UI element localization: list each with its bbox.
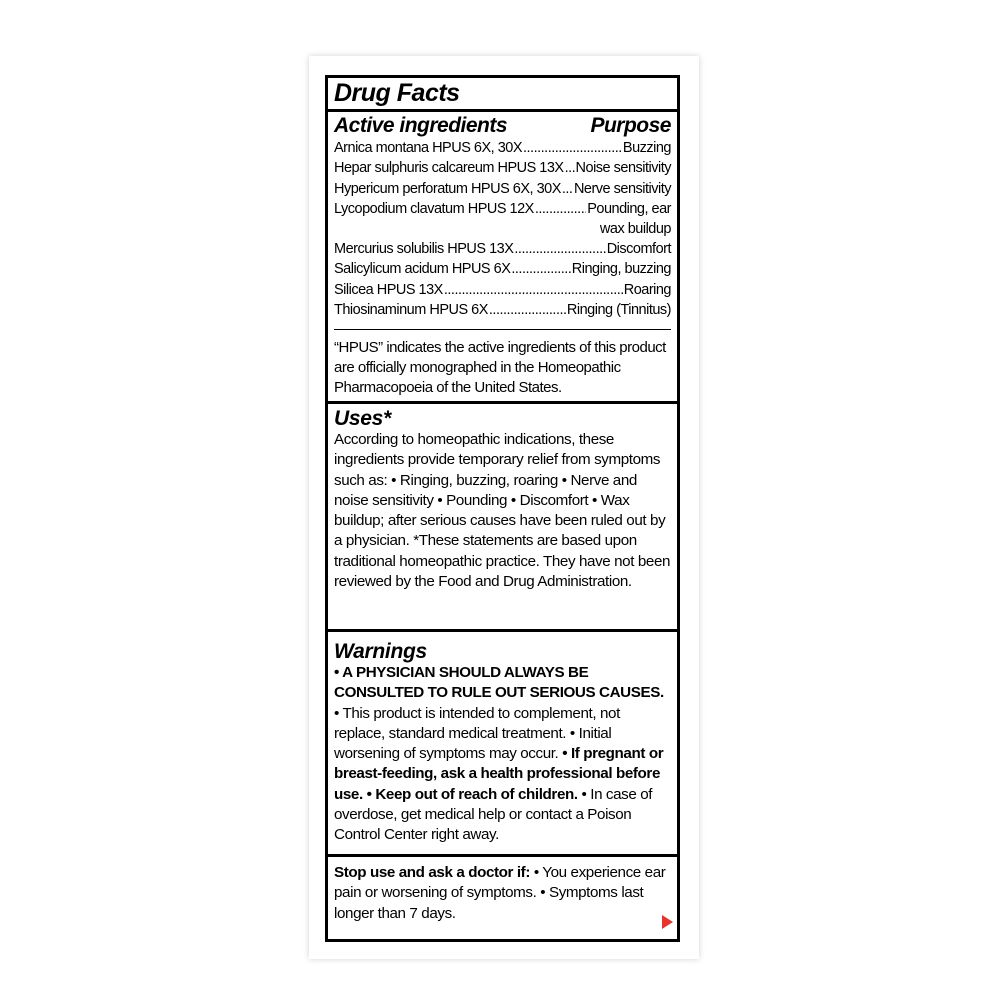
stop-use-text xyxy=(334,863,671,924)
leader-dots xyxy=(523,138,622,158)
purpose-heading: Purpose xyxy=(590,114,671,137)
leader-dots xyxy=(565,158,575,178)
ingredient-purpose: Ringing, buzzing xyxy=(571,261,671,278)
section-divider xyxy=(334,329,671,330)
ingredient-purpose: Roaring xyxy=(623,281,671,298)
stop-use-section xyxy=(328,857,677,937)
drug-facts-frame xyxy=(325,75,680,942)
ingredient-row xyxy=(334,259,671,279)
ingredient-purpose: Nerve sensitivity xyxy=(573,180,671,197)
ingredient-row xyxy=(334,199,671,219)
ingredient-name: Salicylicum acidum HPUS 6X xyxy=(334,261,511,278)
ingredient-name: Silicea HPUS 13X xyxy=(334,281,443,298)
leader-dots xyxy=(514,239,605,259)
ingredient-purpose: Pounding, ear xyxy=(587,200,671,217)
uses-text: According to homeopathic indications, these ingredients provide temporary relief from symptoms such as: • Ringing, buzzing, roaring • Nerve and noise sensitivity • Pounding • Discomfort • Wax buildup; after serious causes have been ruled out by a physician. *These statements are based upon traditional homeopathic practice. They have not been reviewed by the Food and Drug Administration. xyxy=(334,431,671,591)
ingredient-row xyxy=(334,239,671,259)
drug-facts-title: Drug Facts xyxy=(328,78,677,112)
warnings-body-1: • This product is intended to complement, not replace, standard medical treatment. • Initial worsening of symptoms may occur. xyxy=(334,704,620,763)
uses-heading: Uses* xyxy=(334,407,391,430)
leader-dots xyxy=(535,199,586,219)
stop-use-heading: Stop use and ask a doctor if: xyxy=(334,864,530,881)
warnings-heading: Warnings xyxy=(334,640,427,663)
stop-use-body: • You experience ear pain or worsening of symptoms. • Symptoms last longer than 7 days. xyxy=(334,864,666,922)
ingredient-row xyxy=(334,158,671,178)
hpus-note: “HPUS” indicates the active ingredients of this product are officially monographed in the Homeopathic Pharmacopoeia of the United States. xyxy=(334,339,666,397)
continue-arrow-icon xyxy=(662,915,673,929)
active-ingredients-section xyxy=(328,112,677,404)
pregnancy-warning: • If pregnant or breast-feeding, ask a health professional before use. • Keep out of reach of children. xyxy=(334,745,664,803)
ingredient-row xyxy=(334,280,671,300)
ingredient-name: Thiosinaminum HPUS 6X xyxy=(334,302,488,319)
leader-dots xyxy=(511,259,570,279)
ingredient-list xyxy=(334,138,671,320)
leader-dots xyxy=(562,179,573,199)
ingredient-row xyxy=(334,300,671,320)
uses-section xyxy=(328,404,677,632)
warnings-body-2: • In case of overdose, get medical help or contact a Poison Control Center right away. xyxy=(334,785,653,844)
ingredient-name: Mercurius solubilis HPUS 13X xyxy=(334,241,514,258)
ingredient-purpose: Discomfort xyxy=(606,241,671,258)
ingredient-row xyxy=(334,138,671,158)
warnings-text xyxy=(334,663,671,846)
ingredient-purpose: Buzzing xyxy=(622,140,671,156)
leader-dots xyxy=(489,300,566,320)
ingredient-name: Hepar sulphuris calcareum HPUS 13X xyxy=(334,160,564,177)
ingredient-purpose: Noise sensitivity xyxy=(575,160,671,177)
ingredient-purpose: Ringing (Tinnitus) xyxy=(566,302,671,319)
ingredient-purpose-continued: wax buildup xyxy=(599,221,671,238)
drug-facts-label xyxy=(309,56,699,959)
leader-dots xyxy=(444,280,623,300)
ingredient-name: Hypericum perforatum HPUS 6X, 30X xyxy=(334,180,561,197)
physician-warning: • A PHYSICIAN SHOULD ALWAYS BE CONSULTED TO RULE OUT SERIOUS CAUSES. xyxy=(334,664,664,702)
active-ingredients-header xyxy=(334,115,671,137)
active-ingredients-heading: Active ingredients xyxy=(334,114,508,137)
ingredient-row xyxy=(334,179,671,199)
ingredient-name: Lycopodium clavatum HPUS 12X xyxy=(334,200,534,217)
warnings-section xyxy=(328,632,677,857)
ingredient-name: Arnica montana HPUS 6X, 30X xyxy=(334,140,522,156)
